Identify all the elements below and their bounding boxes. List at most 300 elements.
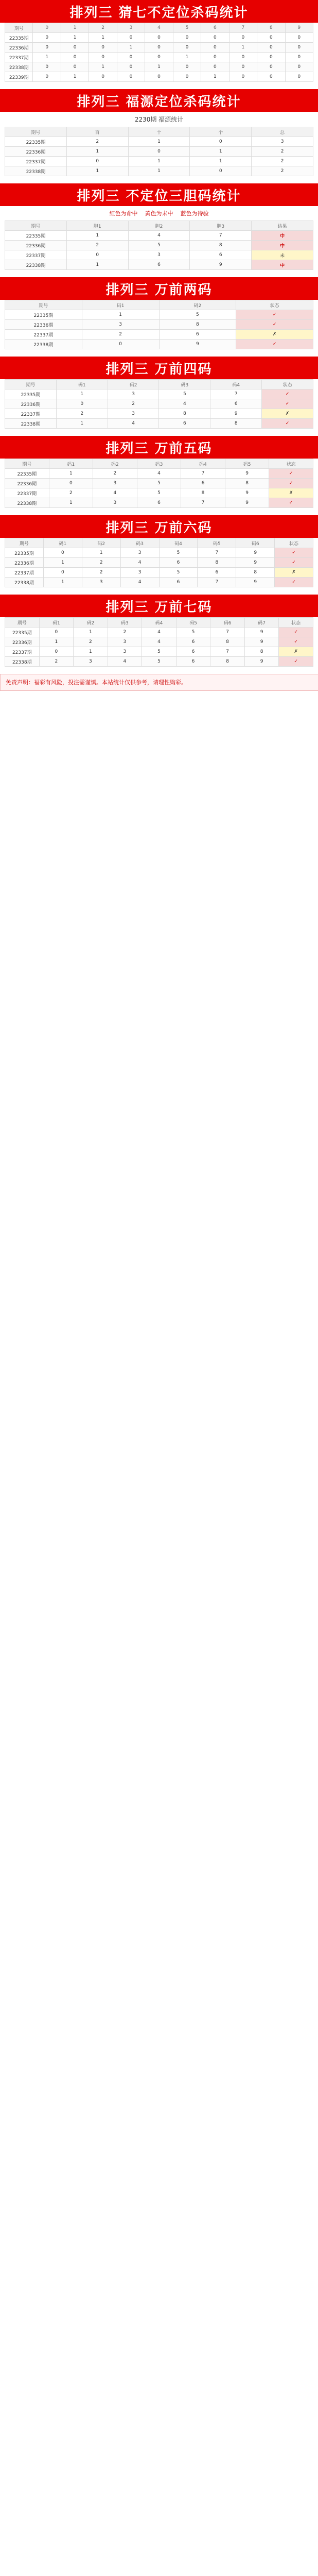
section <box>0 89 318 176</box>
table-row <box>5 241 313 250</box>
table-header-cell: 9 <box>285 23 313 33</box>
table-cell: 0 <box>61 43 89 53</box>
table-cell: 0 <box>201 53 229 62</box>
table-cell: 7 <box>198 578 236 587</box>
table-row <box>5 548 313 558</box>
table-cell: 7 <box>181 498 225 508</box>
legend-item: 红色为命中 <box>109 210 138 217</box>
table-cell: 1 <box>89 62 117 72</box>
table-cell: 1 <box>229 43 257 53</box>
table-cell: 6 <box>128 260 190 270</box>
table-cell: ✓ <box>269 469 313 479</box>
table-cell: 7 <box>210 628 245 637</box>
table-cell: 1 <box>82 310 159 320</box>
table-cell: 9 <box>236 548 275 558</box>
table-header-cell: 码2 <box>93 459 137 469</box>
table-cell: 3 <box>82 578 120 587</box>
table-cell: 0 <box>145 33 173 43</box>
table-cell: 2 <box>82 568 120 578</box>
table-cell: 3 <box>128 250 190 260</box>
table-cell: 4 <box>108 419 159 429</box>
table-header-cell: 胆3 <box>190 221 252 231</box>
table-row <box>5 657 313 667</box>
table-cell: ✓ <box>275 558 313 568</box>
table-cell: 9 <box>159 340 236 349</box>
table-cell: 6 <box>159 558 198 568</box>
table-row <box>5 479 313 488</box>
table-cell: 1 <box>56 389 108 399</box>
table-header-cell: 码1 <box>56 380 108 389</box>
table-cell: 1 <box>43 578 82 587</box>
table-row <box>5 409 313 419</box>
table-cell: 1 <box>43 558 82 568</box>
table-cell: 4 <box>142 637 176 647</box>
section <box>0 277 318 349</box>
table-cell: 22337期 <box>5 53 33 62</box>
table-cell: 5 <box>128 241 190 250</box>
table-cell: 3 <box>120 568 159 578</box>
table-cell: 0 <box>43 568 82 578</box>
table-cell: 8 <box>198 558 236 568</box>
table-cell: 22335期 <box>5 137 67 147</box>
table-row <box>5 320 313 330</box>
table-cell: 1 <box>145 62 173 72</box>
table-header-cell: 状态 <box>262 380 313 389</box>
table-header-cell: 百 <box>66 127 128 137</box>
table-cell: 2 <box>82 330 159 340</box>
table-cell: 6 <box>210 399 262 409</box>
table-cell: ✓ <box>262 419 313 429</box>
table-cell: 7 <box>198 548 236 558</box>
table-cell: 0 <box>145 72 173 82</box>
table-header-row <box>5 221 313 231</box>
table-header-cell: 6 <box>201 23 229 33</box>
table-cell: 0 <box>173 62 201 72</box>
table-cell: 0 <box>66 250 128 260</box>
table-row <box>5 628 313 637</box>
table-cell: 0 <box>285 62 313 72</box>
table-cell: 8 <box>236 568 275 578</box>
table-cell: ✓ <box>262 399 313 409</box>
table-cell: 1 <box>66 147 128 157</box>
section <box>0 357 318 429</box>
table-cell: 3 <box>93 479 137 488</box>
table-cell: 22338期 <box>5 62 33 72</box>
table-cell: 0 <box>117 72 145 82</box>
table-cell: 6 <box>181 479 225 488</box>
table-cell: 4 <box>120 558 159 568</box>
legend-item: 蓝色为待验 <box>180 210 209 217</box>
table-cell: 9 <box>225 498 269 508</box>
table-cell: 22336期 <box>5 479 49 488</box>
table-cell: 0 <box>173 72 201 82</box>
table-cell: 0 <box>257 53 285 62</box>
table-cell: 4 <box>93 488 137 498</box>
table-cell: 0 <box>145 53 173 62</box>
section-title: 排列三 万前七码 <box>0 595 318 617</box>
table-cell: 3 <box>108 647 142 657</box>
table-cell: 0 <box>89 43 117 53</box>
table-cell: 3 <box>120 548 159 558</box>
table-header-cell: 胆2 <box>128 221 190 231</box>
table-cell: 0 <box>117 53 145 62</box>
table-header-cell: 期号 <box>5 23 33 33</box>
table-cell: 1 <box>89 33 117 43</box>
table-cell: 1 <box>33 53 61 62</box>
table-header-cell: 码3 <box>108 618 142 628</box>
table-cell: 1 <box>61 33 89 43</box>
table-cell: 1 <box>74 628 108 637</box>
table-header-cell: 码3 <box>137 459 181 469</box>
table-cell: 8 <box>244 647 279 657</box>
table-cell: 22338期 <box>5 340 82 349</box>
table-cell: 4 <box>142 628 176 637</box>
table-header-cell: 码4 <box>142 618 176 628</box>
section <box>0 183 318 270</box>
table-header-row <box>5 459 313 469</box>
table-row <box>5 62 313 72</box>
table-header-cell: 码6 <box>210 618 245 628</box>
table-header-cell: 码3 <box>120 538 159 548</box>
table-cell: 6 <box>159 330 236 340</box>
table-cell: 1 <box>39 637 74 647</box>
table-cell: ✓ <box>279 657 313 667</box>
table-cell: 1 <box>74 647 108 657</box>
table-cell: 6 <box>176 637 210 647</box>
table-header-cell: 码5 <box>198 538 236 548</box>
section-title: 排列三 万前四码 <box>0 357 318 379</box>
table-row <box>5 469 313 479</box>
table-cell: 1 <box>56 419 108 429</box>
table-row <box>5 250 313 260</box>
table-header-cell: 1 <box>61 23 89 33</box>
table-cell: 2 <box>74 637 108 647</box>
table-header-cell: 2 <box>89 23 117 33</box>
table-cell: 4 <box>137 469 181 479</box>
table-row <box>5 647 313 657</box>
table-cell: 0 <box>89 72 117 82</box>
table-cell: 5 <box>159 548 198 558</box>
table-cell: 9 <box>190 260 252 270</box>
table-cell: 22335期 <box>5 33 33 43</box>
table-cell: 22336期 <box>5 637 40 647</box>
table-cell: 7 <box>210 647 245 657</box>
table-cell: 22336期 <box>5 43 33 53</box>
table-cell: 7 <box>210 389 262 399</box>
table-cell: 0 <box>285 53 313 62</box>
table-cell: 0 <box>229 62 257 72</box>
table-cell: 未 <box>252 250 313 260</box>
table-cell: 6 <box>159 578 198 587</box>
table-cell: 中 <box>252 260 313 270</box>
table-cell: 3 <box>74 657 108 667</box>
table-cell: 22338期 <box>5 260 67 270</box>
table-cell: ✗ <box>275 568 313 578</box>
table-cell: 6 <box>137 498 181 508</box>
table-cell: 6 <box>176 657 210 667</box>
table-cell: ✗ <box>269 488 313 498</box>
table-cell: 0 <box>257 72 285 82</box>
table-cell: 1 <box>128 166 190 176</box>
table-cell: ✗ <box>279 647 313 657</box>
table-cell: 2 <box>56 409 108 419</box>
table-cell: 22337期 <box>5 568 44 578</box>
table-cell: 0 <box>257 62 285 72</box>
table-cell: 0 <box>33 43 61 53</box>
table-cell: 5 <box>142 647 176 657</box>
table-cell: 8 <box>159 409 210 419</box>
table-header-row <box>5 300 313 310</box>
table-cell: 8 <box>190 241 252 250</box>
table-cell: 9 <box>210 409 262 419</box>
section <box>0 595 318 667</box>
table-header-cell: 码2 <box>82 538 120 548</box>
table-header-cell: 期号 <box>5 538 44 548</box>
table-header-row <box>5 380 313 389</box>
section-title: 排列三 万前两码 <box>0 277 318 300</box>
table-row <box>5 389 313 399</box>
table-cell: 1 <box>128 157 190 166</box>
legend <box>0 206 318 221</box>
page-root <box>0 0 318 691</box>
table-row <box>5 578 313 587</box>
table-header-cell: 状态 <box>236 300 313 310</box>
table-header-cell: 码5 <box>176 618 210 628</box>
table-header-cell: 期号 <box>5 618 40 628</box>
data-table <box>5 300 313 349</box>
disclaimer-note: 免责声明：福彩有风险，投注需谨慎。本站统计仅供参考，请理性购彩。 <box>0 674 318 691</box>
table-cell: 1 <box>117 43 145 53</box>
table-cell: 2 <box>82 558 120 568</box>
table-cell: 0 <box>43 548 82 558</box>
table-cell: 9 <box>225 488 269 498</box>
table-header-cell: 码2 <box>108 380 159 389</box>
table-cell: ✗ <box>262 409 313 419</box>
table-cell: 9 <box>244 628 279 637</box>
table-cell: 22337期 <box>5 330 82 340</box>
section <box>0 0 318 82</box>
table-row <box>5 33 313 43</box>
table-cell: 22338期 <box>5 166 67 176</box>
data-table <box>5 379 313 429</box>
table-cell: 22337期 <box>5 647 40 657</box>
table-cell: 0 <box>33 62 61 72</box>
table-cell: 5 <box>159 310 236 320</box>
table-cell: 22336期 <box>5 320 82 330</box>
table-cell: 22338期 <box>5 419 57 429</box>
table-cell: 4 <box>159 399 210 409</box>
table-cell: 4 <box>120 578 159 587</box>
table-cell: 1 <box>128 137 190 147</box>
table-cell: 0 <box>39 647 74 657</box>
table-header-cell: 个 <box>190 127 252 137</box>
data-table <box>5 538 313 587</box>
table-cell: 7 <box>190 231 252 241</box>
section <box>0 436 318 508</box>
table-cell: 1 <box>190 157 252 166</box>
table-cell: 2 <box>108 399 159 409</box>
table-header-row <box>5 23 313 33</box>
section-title: 排列三 万前六码 <box>0 515 318 538</box>
table-cell: 0 <box>33 72 61 82</box>
table-row <box>5 137 313 147</box>
table-row <box>5 488 313 498</box>
table-header-cell: 8 <box>257 23 285 33</box>
table-cell: 4 <box>128 231 190 241</box>
table-cell: 22339期 <box>5 72 33 82</box>
table-cell: 8 <box>210 637 245 647</box>
table-cell: 9 <box>244 657 279 667</box>
table-cell: 22336期 <box>5 241 67 250</box>
table-cell: 0 <box>173 43 201 53</box>
table-cell: 0 <box>285 72 313 82</box>
table-header-cell: 状态 <box>269 459 313 469</box>
table-cell: 0 <box>190 166 252 176</box>
table-header-cell: 状态 <box>279 618 313 628</box>
table-cell: 3 <box>82 320 159 330</box>
section-title: 排列三 万前五码 <box>0 436 318 459</box>
table-header-cell: 码7 <box>244 618 279 628</box>
table-cell: 0 <box>229 53 257 62</box>
table-row <box>5 340 313 349</box>
table-cell: 7 <box>181 469 225 479</box>
table-header-cell: 期号 <box>5 221 67 231</box>
table-cell: 22335期 <box>5 310 82 320</box>
section-title: 排列三 不定位三胆码统计 <box>0 183 318 206</box>
table-header-cell: 7 <box>229 23 257 33</box>
table-cell: 0 <box>145 43 173 53</box>
table-cell: 22337期 <box>5 488 49 498</box>
table-cell: ✓ <box>269 498 313 508</box>
table-cell: 0 <box>201 43 229 53</box>
table-cell: 8 <box>225 479 269 488</box>
table-cell: 1 <box>61 72 89 82</box>
table-cell: 中 <box>252 241 313 250</box>
table-cell: 1 <box>173 53 201 62</box>
table-row <box>5 558 313 568</box>
table-cell: 5 <box>137 488 181 498</box>
section-subtitle: 2230期 福源统计 <box>134 116 184 123</box>
table-cell: 0 <box>89 53 117 62</box>
table-cell: 1 <box>66 260 128 270</box>
table-cell: 0 <box>117 33 145 43</box>
table-row <box>5 310 313 320</box>
table-cell: ✓ <box>275 548 313 558</box>
data-table <box>5 23 313 82</box>
table-cell: 2 <box>252 157 313 166</box>
table-cell: ✓ <box>269 479 313 488</box>
table-row <box>5 72 313 82</box>
table-header-cell: 期号 <box>5 300 82 310</box>
table-cell: 0 <box>49 479 93 488</box>
table-cell: 6 <box>190 250 252 260</box>
table-row <box>5 419 313 429</box>
table-cell: 0 <box>39 628 74 637</box>
table-header-cell: 码4 <box>181 459 225 469</box>
table-row <box>5 568 313 578</box>
table-header-cell: 4 <box>145 23 173 33</box>
data-table <box>5 127 313 176</box>
table-header-cell: 码1 <box>39 618 74 628</box>
table-cell: 3 <box>93 498 137 508</box>
table-cell: 3 <box>252 137 313 147</box>
table-cell: 22337期 <box>5 157 67 166</box>
table-cell: 2 <box>66 137 128 147</box>
table-cell: 2 <box>252 166 313 176</box>
table-cell: 22336期 <box>5 147 67 157</box>
table-cell: ✓ <box>279 637 313 647</box>
table-header-cell: 码1 <box>82 300 159 310</box>
table-header-cell: 十 <box>128 127 190 137</box>
table-header-row <box>5 618 313 628</box>
table-header-cell: 码2 <box>74 618 108 628</box>
table-cell: 9 <box>236 578 275 587</box>
table-header-row <box>5 127 313 137</box>
table-cell: 1 <box>49 498 93 508</box>
section-title: 排列三 福源定位杀码统计 <box>0 89 318 112</box>
table-cell: 8 <box>210 657 245 667</box>
table-cell: 0 <box>201 33 229 43</box>
table-header-cell: 胆1 <box>66 221 128 231</box>
table-cell: 0 <box>190 137 252 147</box>
table-cell: 0 <box>285 43 313 53</box>
table-cell: 中 <box>252 231 313 241</box>
table-cell: 8 <box>210 419 262 429</box>
table-cell: 22335期 <box>5 548 44 558</box>
table-cell: 1 <box>66 231 128 241</box>
table-cell: 0 <box>229 33 257 43</box>
table-header-cell: 期号 <box>5 380 57 389</box>
table-header-cell: 码5 <box>225 459 269 469</box>
table-row <box>5 43 313 53</box>
table-row <box>5 637 313 647</box>
table-cell: 22336期 <box>5 399 57 409</box>
table-cell: 0 <box>201 62 229 72</box>
table-cell: 22335期 <box>5 389 57 399</box>
table-cell: 0 <box>61 62 89 72</box>
table-cell: 22337期 <box>5 409 57 419</box>
table-cell: 1 <box>82 548 120 558</box>
data-table <box>5 617 313 667</box>
table-cell: ✓ <box>236 340 313 349</box>
table-cell: 3 <box>108 637 142 647</box>
table-cell: 3 <box>108 389 159 399</box>
table-cell: 22338期 <box>5 498 49 508</box>
table-cell: ✓ <box>279 628 313 637</box>
table-header-cell: 期号 <box>5 459 49 469</box>
table-cell: 22338期 <box>5 657 40 667</box>
table-cell: 9 <box>236 558 275 568</box>
table-cell: 22336期 <box>5 558 44 568</box>
table-cell: 0 <box>66 157 128 166</box>
table-cell: 5 <box>176 628 210 637</box>
table-cell: 2 <box>252 147 313 157</box>
table-cell: 22335期 <box>5 469 49 479</box>
table-header-cell: 码3 <box>159 380 210 389</box>
table-cell: 8 <box>159 320 236 330</box>
table-cell: 22335期 <box>5 231 67 241</box>
table-cell: 5 <box>159 389 210 399</box>
table-cell: 5 <box>159 568 198 578</box>
table-row <box>5 330 313 340</box>
table-cell: ✓ <box>236 320 313 330</box>
table-cell: 8 <box>181 488 225 498</box>
table-cell: 0 <box>257 43 285 53</box>
table-cell: 6 <box>159 419 210 429</box>
table-cell: 5 <box>142 657 176 667</box>
table-header-cell: 码2 <box>159 300 236 310</box>
table-row <box>5 147 313 157</box>
